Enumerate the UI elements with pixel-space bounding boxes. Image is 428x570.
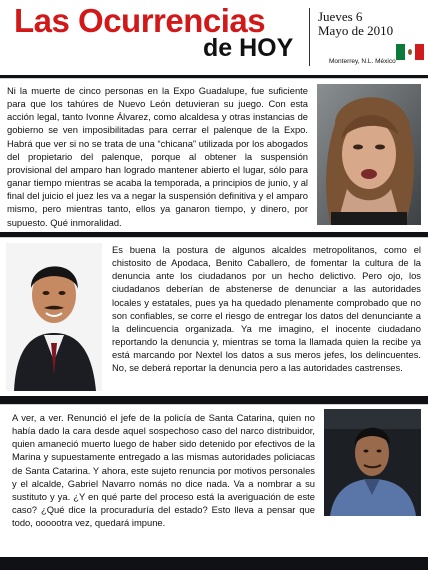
article-text-3: A ver, a ver. Renunció el jefe de la policía de Santa Catarina, quien no había dado la cara desde aquel sospechoso caso del narco distribuidor, quien amaneció muerto luego de haber sido detenido por efectivos de la Marina y supuestamente entregado a las mismas autoridades policiacas de Santa Catarina. Y ahora, este sujeto renuncia por motivos personales y el alcalde, Gabriel Navarro nomás no dice nada. Va a nombrar a su sustituto y ya. ¿Y en qué parte del proceso está la averiguación de este caso? ¿Qué dice la procuraduría del estado? Esto lleva a pensar que todo, oooootra vez, quedará impune. <box>12 412 315 529</box>
newspaper-subtitle: de HOY <box>203 34 294 62</box>
masthead <box>0 0 428 74</box>
article-text-2: Es buena la postura de algunos alcaldes metropolitanos, como el chistosito de Apodaca, Benito Caballero, de fomentar la cultura de la denuncia ante los ciudadanos por un hecho delictivo. Pero ojo, los ciudadanos deberían de abstenerse de denunciar a las autoridades locales y estatales, pues ya ha quedado plenamente comprobado que no son confiables, se corre el riesgo de entregar los datos del denunciante a la delincuencia organizada. Ya me imagino, el inocente ciudadano reportando la denuncia y, mientras se toma la llamada quien la recibe ya está marcando por Nextel los datos a sus meros jefes, los delincuentes. No, se deberá reportar la denuncia pero a las autoridades castrenses. <box>112 244 421 374</box>
article-panel-3 <box>0 404 428 558</box>
woman-portrait-photo <box>317 84 421 225</box>
separator-bar <box>0 396 428 404</box>
date-month-year: Mayo de 2010 <box>318 23 394 38</box>
mexico-flag-icon <box>396 44 424 60</box>
location-label: Monterrey, N.L. México <box>329 58 396 65</box>
masthead-divider <box>309 8 310 66</box>
date-weekday: Jueves 6 <box>318 9 363 24</box>
article-text-1: Ni la muerte de cinco personas en la Expo Guadalupe, fue suficiente para que los tahúres de Nuevo León detuvieran su juego. Con esta acción legal, tanto Ivonne Álvarez, como alcaldesa y otras instancias de gobierno se ven imposibilitadas para cerrar el palenque de la Expo. Habrá que ver si no se trata de una “chicana” utilizada por los abogados del propietario del palenque, porque al obtener la suspensión provisional del amparo han logrado mantener abierto el lugar, sólo para ganar tiempo mientras se acaba la temporada, a principios de junio, y al final del juicio el juez les va a negar la suspensión definitiva y el amparo mismo, pero mientras tanto, ellos ya ganaron tiempo, y dinero, por supuesto. Qué inmoralidad. <box>7 85 308 228</box>
man-photo <box>324 409 421 516</box>
newspaper-title: Las Ocurrencias <box>14 2 266 39</box>
article-panel-2 <box>0 237 428 397</box>
article-panel-1 <box>0 78 428 233</box>
separator-bar <box>0 557 428 570</box>
man-portrait-photo <box>6 243 102 391</box>
